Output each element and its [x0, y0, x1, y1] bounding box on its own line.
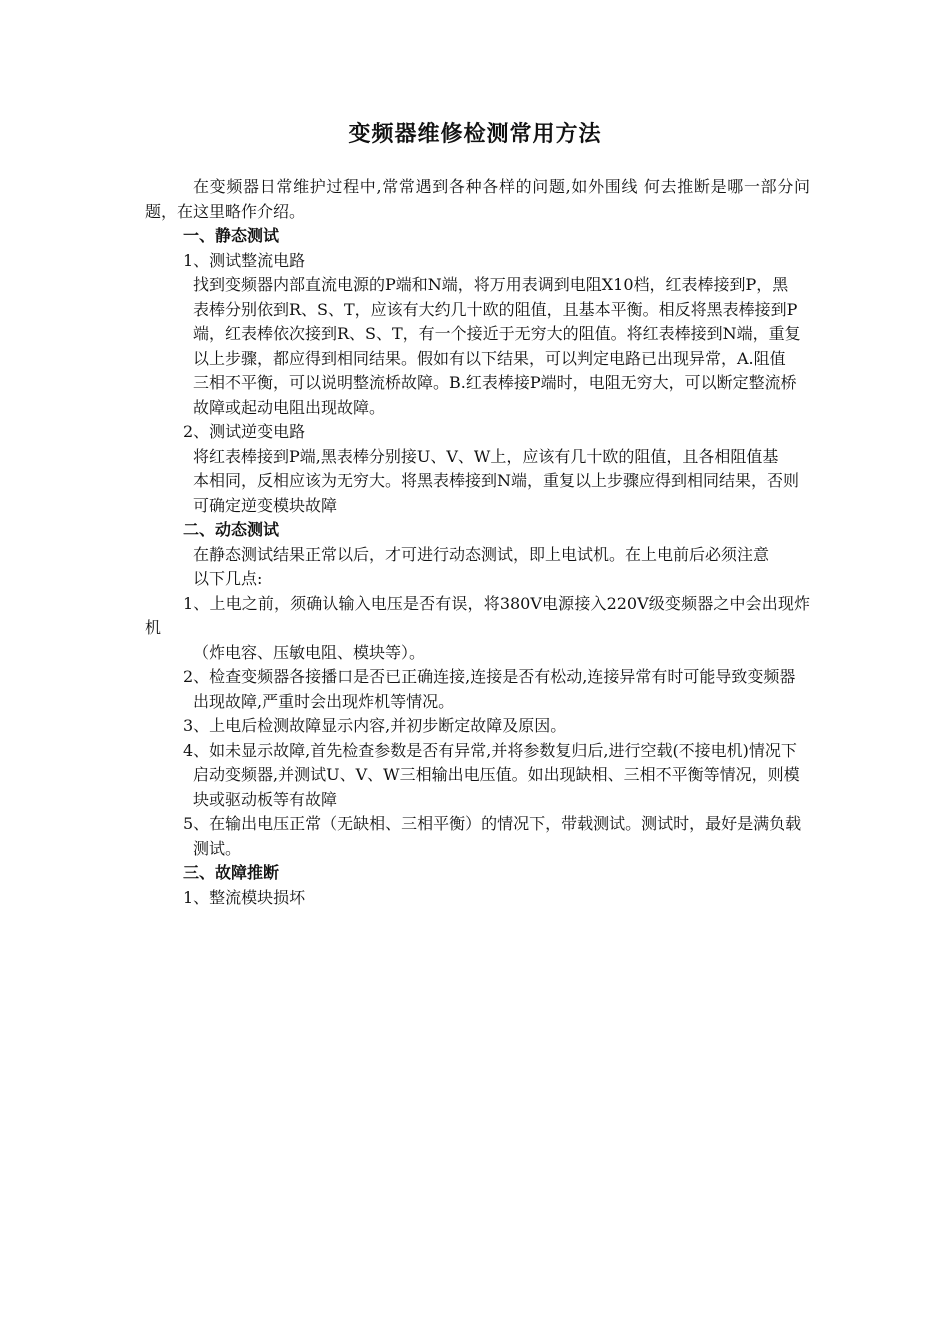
- paragraph: 端，红表棒依次接到R、S、T，有一个接近于无穷大的阻值。将红表棒接到N端，重复: [193, 324, 801, 343]
- paragraph: 1、上电之前，须确认输入电压是否有误，将380V电源接入220V级变频器之中会出现炸机: [145, 593, 810, 637]
- page-title: 变频器维修检测常用方法: [348, 122, 602, 147]
- paragraph: 表棒分别依到R、S、T，应该有大约几十欧的阻值，且基本平衡。相反将黑表棒接到P: [193, 299, 798, 319]
- document-body: [145, 175, 810, 910]
- paragraph: 2、检查变频器各接播口是否已正确连接,连接是否有松动,连接异常有时可能导致变频器: [183, 667, 796, 686]
- section-heading: 二、动态测试: [183, 520, 280, 539]
- paragraph: 将红表棒接到P端,黑表棒分别接U、V、W上，应该有几十欧的阻值，且各相阻值基: [193, 446, 779, 466]
- paragraph: （炸电容、压敏电阻、模块等）。: [193, 642, 426, 662]
- section-heading: 三、故障推断: [183, 863, 280, 882]
- paragraph: 4、如未显示故障,首先检查参数是否有异常,并将参数复归后,进行空载(不接电机)情况下: [183, 740, 797, 760]
- paragraph: 以下几点:: [193, 569, 263, 588]
- paragraph: 三相不平衡，可以说明整流桥故障。B.红表棒接P端时，电阻无穷大，可以断定整流桥: [193, 373, 797, 392]
- section-heading: 一、静态测试: [183, 226, 280, 245]
- paragraph: 1、整流模块损坏: [183, 887, 306, 907]
- paragraph: 块或驱动板等有故障: [193, 789, 338, 809]
- paragraph: 找到变频器内部直流电源的P端和N端，将万用表调到电阻X10档，红表棒接到P，黑: [193, 275, 789, 294]
- paragraph: 以上步骤，都应得到相同结果。假如有以下结果，可以判定电路已出现异常，A.阻值: [193, 348, 786, 368]
- paragraph: 3、上电后检测故障显示内容,并初步断定故障及原因。: [183, 716, 567, 735]
- paragraph: 启动变频器,并测试U、V、W三相输出电压值。如出现缺相、三相不平衡等情况，则模: [193, 765, 800, 784]
- paragraph: 在静态测试结果正常以后，才可进行动态测试，即上电试机。在上电前后必须注意: [193, 544, 770, 564]
- paragraph: 故障或起动电阻出现故障。: [193, 397, 386, 417]
- paragraph: 出现故障,严重时会出现炸机等情况。: [193, 691, 455, 711]
- paragraph: 5、在输出电压正常（无缺相、三相平衡）的情况下，带载测试。测试时，最好是满负载: [183, 814, 802, 833]
- paragraph: 在变频器日常维护过程中,常常遇到各种各样的问题,如外围线 何去推断是哪一部分问题，在这里略作介绍。: [145, 177, 810, 221]
- paragraph: 测试。: [193, 838, 242, 858]
- paragraph: 本相同，反相应该为无穷大。将黑表棒接到N端，重复以上步骤应得到相同结果，否则: [193, 471, 800, 490]
- paragraph: 2、测试逆变电路: [183, 422, 306, 441]
- paragraph: 可确定逆变模块故障: [193, 495, 338, 515]
- paragraph: 1、测试整流电路: [183, 250, 306, 270]
